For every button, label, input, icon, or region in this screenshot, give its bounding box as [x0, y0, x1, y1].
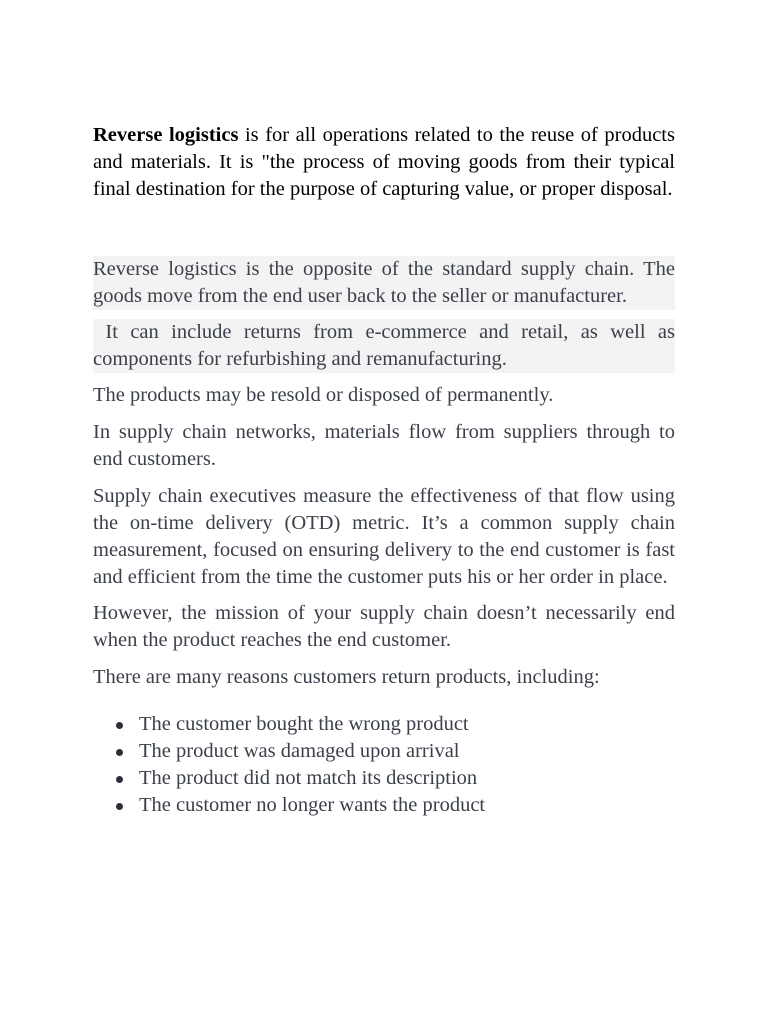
bullet-icon: [116, 722, 123, 729]
document-body: [93, 122, 681, 819]
return-reasons-list: [93, 711, 675, 819]
intro-text: is for all operations related to the reuse of products and materials. It is "the process of moving goods from their typical final destination for the purpose of capturing value, or proper disposal.: [93, 124, 675, 200]
list-item-text: The customer bought the wrong product: [139, 713, 469, 735]
paragraph-opposite-supply-chain: Reverse logistics is the opposite of the standard supply chain. The goods move from the end user back to the seller or manufacturer.: [93, 256, 675, 310]
list-item-text: The customer no longer wants the product: [139, 794, 486, 816]
paragraph-mission-supply-chain: However, the mission of your supply chain doesn’t necessarily end when the product reaches the end customer.: [93, 602, 675, 651]
paragraph-otd-metric: Supply chain executives measure the effectiveness of that flow using the on-time delivery (OTD) metric. It’s a common supply chain measurement, focused on ensuring delivery to the end customer is fast and efficient from the time the customer puts his or her order in place.: [93, 485, 675, 588]
list-item-text: The product did not match its description: [139, 767, 478, 789]
bullet-icon: [116, 776, 123, 783]
intro-bold-term: Reverse logistics: [93, 124, 239, 146]
list-item: [139, 792, 675, 819]
bullet-icon: [116, 749, 123, 756]
paragraph-materials-flow: In supply chain networks, materials flow from suppliers through to end customers.: [93, 421, 675, 470]
paragraph-return-reasons-intro: There are many reasons customers return products, including:: [93, 666, 600, 688]
list-item: [139, 765, 675, 792]
intro-paragraph: [93, 122, 675, 203]
list-item: [139, 738, 675, 765]
paragraph-returns-ecommerce: It can include returns from e-commerce and retail, as well as components for refurbishing and remanufacturing.: [93, 319, 675, 373]
paragraph-resold-disposed: The products may be resold or disposed of permanently.: [93, 384, 554, 406]
list-item: [139, 711, 675, 738]
list-item-text: The product was damaged upon arrival: [139, 740, 460, 762]
bullet-icon: [116, 803, 123, 810]
